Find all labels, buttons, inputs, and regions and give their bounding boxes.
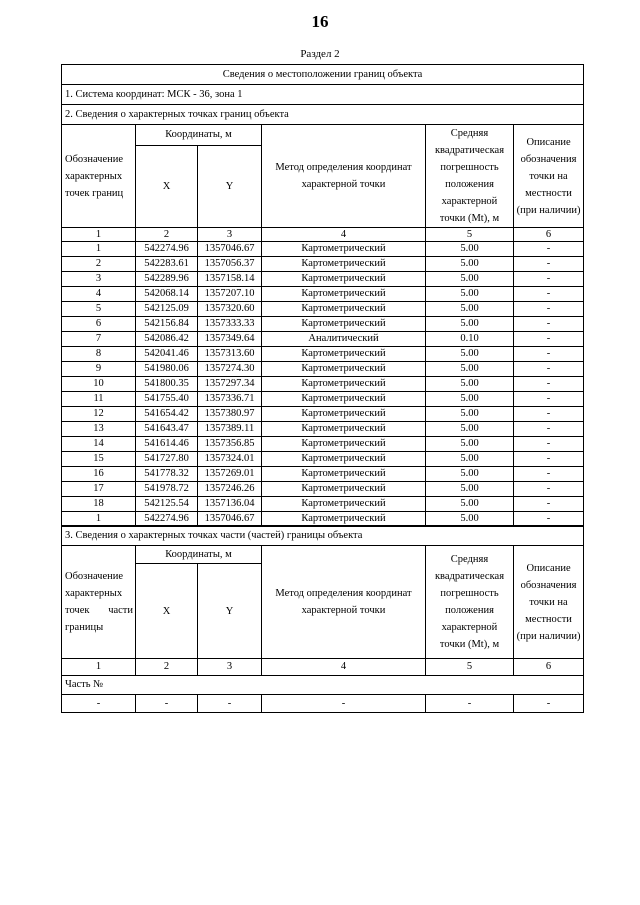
cell-x: 542274.96 <box>136 242 198 257</box>
cell-mt: 5.00 <box>426 497 514 512</box>
header-x: X <box>136 564 198 659</box>
cell-y: 1357046.67 <box>198 512 262 527</box>
cell-x: 541654.42 <box>136 407 198 422</box>
cell-method: Картометрический <box>262 242 426 257</box>
cell-method: Картометрический <box>262 362 426 377</box>
designation-line: границы <box>65 622 104 633</box>
header-error: Средняя квадратическая погрешность положения характерной точки (Mt), м <box>426 546 514 659</box>
cell-y: 1357269.01 <box>198 467 262 482</box>
col-number: 3 <box>198 228 262 242</box>
cell-desc: - <box>514 302 584 317</box>
header-coordinates: Координаты, м <box>136 125 262 146</box>
designation-line: Обозначение <box>65 571 124 582</box>
cell-x: 542156.84 <box>136 317 198 332</box>
cell-point: 4 <box>62 287 136 302</box>
cell-desc: - <box>514 497 584 512</box>
cell-desc: - <box>514 512 584 527</box>
cell-point: 1 <box>62 512 136 527</box>
cell-desc: - <box>514 392 584 407</box>
cell-point: 2 <box>62 257 136 272</box>
col-number: 1 <box>62 228 136 242</box>
col-number: 3 <box>198 659 262 676</box>
table-row <box>62 317 584 332</box>
header-description: Описание обозначения точки на местности (при наличии) <box>514 125 584 228</box>
cell-point: 8 <box>62 347 136 362</box>
header-designation: Обозначение характерных точек границ <box>62 125 136 228</box>
col-number: 4 <box>262 659 426 676</box>
cell-method: Картометрический <box>262 452 426 467</box>
col-number: 5 <box>426 228 514 242</box>
cell-point: 16 <box>62 467 136 482</box>
coordinate-system: 1. Система координат: МСК - 36, зона 1 <box>62 85 584 105</box>
cell-desc: - <box>514 407 584 422</box>
cell-x: 542125.09 <box>136 302 198 317</box>
cell-mt: 5.00 <box>426 377 514 392</box>
cell-mt: 5.00 <box>426 257 514 272</box>
cell-desc: - <box>514 362 584 377</box>
cell-mt: 5.00 <box>426 452 514 467</box>
cell-x: 541614.46 <box>136 437 198 452</box>
cell-point: 10 <box>62 377 136 392</box>
cell-y: 1357324.01 <box>198 452 262 467</box>
cell-y: 1357246.26 <box>198 482 262 497</box>
cell-x: 542086.42 <box>136 332 198 347</box>
cell-mt: 5.00 <box>426 272 514 287</box>
col-number: 6 <box>514 228 584 242</box>
cell-point: 9 <box>62 362 136 377</box>
cell-point: 14 <box>62 437 136 452</box>
cell-y: 1357056.37 <box>198 257 262 272</box>
part-cell: - <box>136 695 198 713</box>
cell-method: Картометрический <box>262 272 426 287</box>
cell-desc: - <box>514 437 584 452</box>
designation-line: характерных <box>65 588 123 599</box>
table-row <box>62 287 584 302</box>
table-row <box>62 347 584 362</box>
cell-point: 1 <box>62 242 136 257</box>
cell-desc: - <box>514 422 584 437</box>
col-number: 1 <box>62 659 136 676</box>
cell-mt: 5.00 <box>426 362 514 377</box>
cell-y: 1357046.67 <box>198 242 262 257</box>
cell-point: 17 <box>62 482 136 497</box>
cell-method: Картометрический <box>262 512 426 527</box>
col-number: 2 <box>136 659 198 676</box>
cell-point: 18 <box>62 497 136 512</box>
part-points-table <box>61 525 584 713</box>
cell-desc: - <box>514 332 584 347</box>
cell-x: 542289.96 <box>136 272 198 287</box>
boundary-points-table <box>61 64 584 527</box>
table-row <box>62 377 584 392</box>
cell-mt: 5.00 <box>426 482 514 497</box>
cell-desc: - <box>514 257 584 272</box>
cell-desc: - <box>514 452 584 467</box>
header-coordinates: Координаты, м <box>136 546 262 564</box>
table-row <box>62 362 584 377</box>
table-row <box>62 452 584 467</box>
cell-y: 1357356.85 <box>198 437 262 452</box>
cell-method: Картометрический <box>262 467 426 482</box>
cell-point: 5 <box>62 302 136 317</box>
cell-y: 1357136.04 <box>198 497 262 512</box>
cell-y: 1357389.11 <box>198 422 262 437</box>
cell-mt: 5.00 <box>426 422 514 437</box>
cell-y: 1357313.60 <box>198 347 262 362</box>
cell-x: 541800.35 <box>136 377 198 392</box>
cell-method: Картометрический <box>262 347 426 362</box>
cell-point: 7 <box>62 332 136 347</box>
cell-method: Картометрический <box>262 422 426 437</box>
table-row <box>62 242 584 257</box>
table-row <box>62 257 584 272</box>
cell-point: 11 <box>62 392 136 407</box>
table-row <box>62 302 584 317</box>
cell-method: Картометрический <box>262 392 426 407</box>
cell-method: Картометрический <box>262 407 426 422</box>
cell-point: 12 <box>62 407 136 422</box>
cell-y: 1357207.10 <box>198 287 262 302</box>
table-row <box>62 422 584 437</box>
cell-method: Картометрический <box>262 377 426 392</box>
part-label: Часть № <box>62 676 584 695</box>
cell-mt: 5.00 <box>426 242 514 257</box>
cell-mt: 5.00 <box>426 392 514 407</box>
designation-line: точек части <box>65 605 133 616</box>
cell-method: Картометрический <box>262 257 426 272</box>
cell-mt: 5.00 <box>426 347 514 362</box>
table-row <box>62 407 584 422</box>
section2-title: 2. Сведения о характерных точках границ объекта <box>62 105 584 125</box>
cell-method: Картометрический <box>262 317 426 332</box>
part-cell: - <box>426 695 514 713</box>
table-row <box>62 392 584 407</box>
cell-y: 1357336.71 <box>198 392 262 407</box>
cell-y: 1357158.14 <box>198 272 262 287</box>
section-title: Сведения о местоположении границ объекта <box>62 65 584 85</box>
part-cell: - <box>62 695 136 713</box>
cell-y: 1357297.34 <box>198 377 262 392</box>
header-designation-part <box>62 546 136 659</box>
header-y: Y <box>198 145 262 227</box>
cell-desc: - <box>514 377 584 392</box>
cell-mt: 5.00 <box>426 407 514 422</box>
table-row <box>62 467 584 482</box>
cell-y: 1357333.33 <box>198 317 262 332</box>
cell-x: 541978.72 <box>136 482 198 497</box>
col-number: 4 <box>262 228 426 242</box>
cell-mt: 5.00 <box>426 437 514 452</box>
header-error: Средняя квадратическая погрешность положения характерной точки (Mt), м <box>426 125 514 228</box>
cell-x: 542041.46 <box>136 347 198 362</box>
cell-mt: 0.10 <box>426 332 514 347</box>
cell-method: Картометрический <box>262 497 426 512</box>
cell-method: Картометрический <box>262 482 426 497</box>
cell-x: 542068.14 <box>136 287 198 302</box>
cell-point: 15 <box>62 452 136 467</box>
col-number: 5 <box>426 659 514 676</box>
cell-desc: - <box>514 272 584 287</box>
table-row <box>62 332 584 347</box>
section-label: Раздел 2 <box>300 48 340 60</box>
header-method: Метод определения координат характерной точки <box>262 546 426 659</box>
cell-method: Картометрический <box>262 287 426 302</box>
cell-x: 542125.54 <box>136 497 198 512</box>
section3-title: 3. Сведения о характерных точках части (частей) границы объекта <box>62 526 584 546</box>
cell-desc: - <box>514 287 584 302</box>
cell-method: Картометрический <box>262 302 426 317</box>
cell-point: 3 <box>62 272 136 287</box>
table-row <box>62 437 584 452</box>
cell-desc: - <box>514 242 584 257</box>
header-y: Y <box>198 564 262 659</box>
cell-mt: 5.00 <box>426 467 514 482</box>
page-number: 16 <box>311 12 329 31</box>
cell-method: Картометрический <box>262 437 426 452</box>
table-row <box>62 482 584 497</box>
table-row <box>62 272 584 287</box>
cell-point: 6 <box>62 317 136 332</box>
cell-x: 541643.47 <box>136 422 198 437</box>
cell-x: 542274.96 <box>136 512 198 527</box>
table-row <box>62 497 584 512</box>
cell-x: 541980.06 <box>136 362 198 377</box>
cell-y: 1357274.30 <box>198 362 262 377</box>
header-description: Описание обозначения точки на местности (при наличии) <box>514 546 584 659</box>
cell-point: 13 <box>62 422 136 437</box>
cell-desc: - <box>514 317 584 332</box>
cell-x: 541727.80 <box>136 452 198 467</box>
col-number: 2 <box>136 228 198 242</box>
cell-mt: 5.00 <box>426 287 514 302</box>
header-method: Метод определения координат характерной точки <box>262 125 426 228</box>
cell-x: 541755.40 <box>136 392 198 407</box>
cell-method: Аналитический <box>262 332 426 347</box>
cell-mt: 5.00 <box>426 317 514 332</box>
cell-desc: - <box>514 467 584 482</box>
cell-mt: 5.00 <box>426 512 514 527</box>
part-cell: - <box>198 695 262 713</box>
col-number: 6 <box>514 659 584 676</box>
cell-mt: 5.00 <box>426 302 514 317</box>
part-cell: - <box>514 695 584 713</box>
cell-x: 541778.32 <box>136 467 198 482</box>
cell-y: 1357349.64 <box>198 332 262 347</box>
cell-y: 1357320.60 <box>198 302 262 317</box>
part-cell: - <box>262 695 426 713</box>
header-x: X <box>136 145 198 227</box>
cell-desc: - <box>514 347 584 362</box>
cell-x: 542283.61 <box>136 257 198 272</box>
cell-desc: - <box>514 482 584 497</box>
cell-y: 1357380.97 <box>198 407 262 422</box>
